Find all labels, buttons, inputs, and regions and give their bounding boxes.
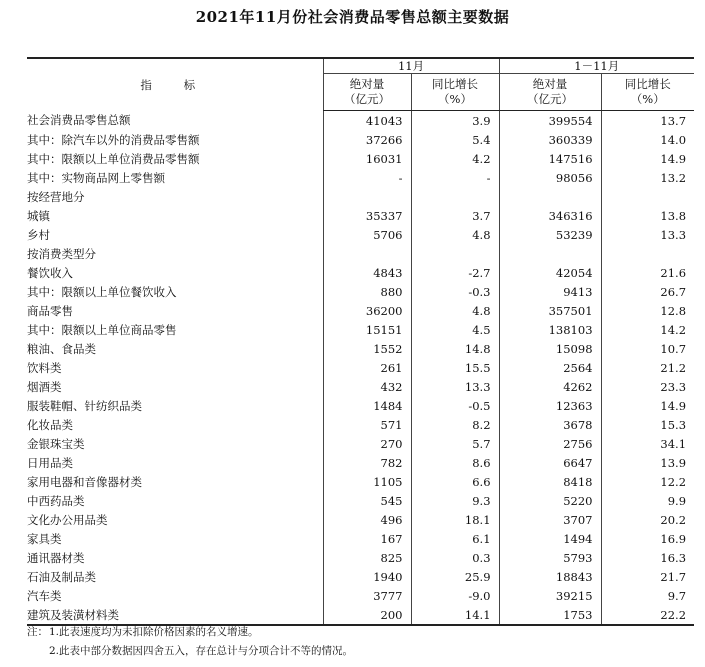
month-absolute-cell: 782 (323, 453, 411, 472)
row-label: 通讯器材类 (27, 550, 85, 565)
ytd-absolute-cell: 8418 (499, 472, 601, 491)
row-label: 金银珠宝类 (27, 436, 85, 451)
month-yoy-cell: 3.9 (411, 111, 499, 131)
row-label: 其中：限额以上单位消费品零售额 (27, 151, 200, 166)
table-row (27, 168, 694, 187)
month-absolute-cell: 825 (323, 548, 411, 567)
table-row (27, 358, 694, 377)
table-row (27, 301, 694, 320)
ytd-yoy-cell: 9.7 (601, 586, 694, 605)
month-yoy-cell: 18.1 (411, 510, 499, 529)
ytd-absolute-cell: 3707 (499, 510, 601, 529)
ytd-yoy-header (601, 74, 694, 111)
month-yoy-cell: -0.5 (411, 396, 499, 415)
month-absolute-cell: 545 (323, 491, 411, 510)
month-absolute-cell: 571 (323, 415, 411, 434)
abs-unit: （亿元） (344, 92, 390, 106)
row-label: 中西药品类 (27, 493, 85, 508)
month-yoy-cell: 5.4 (411, 130, 499, 149)
ytd-yoy-cell: 13.8 (601, 206, 694, 225)
row-label: 家用电器和音像器材类 (27, 474, 142, 489)
row-label: 建筑及装潢材料类 (27, 605, 323, 625)
footnote-2 (27, 642, 353, 661)
table-row (27, 491, 694, 510)
ytd-yoy-cell: 13.2 (601, 168, 694, 187)
ytd-yoy-cell: 14.2 (601, 320, 694, 339)
month-yoy-cell: 8.6 (411, 453, 499, 472)
abs-unit: （亿元） (527, 92, 574, 106)
ytd-yoy-cell (601, 244, 694, 263)
month-absolute-cell: 880 (323, 282, 411, 301)
yoy-unit: （%） (630, 92, 665, 106)
row-label: 日用品类 (27, 455, 73, 470)
month-absolute-cell: - (323, 168, 411, 187)
month-absolute-cell: 15151 (323, 320, 411, 339)
month-absolute-cell: 3777 (323, 586, 411, 605)
row-label: 其中：除汽车以外的消费品零售额 (27, 132, 200, 147)
ytd-absolute-cell: 346316 (499, 206, 601, 225)
table-row (27, 415, 694, 434)
table-row (27, 472, 694, 491)
ytd-absolute-cell: 357501 (499, 301, 601, 320)
table-row (27, 377, 694, 396)
ytd-yoy-cell: 21.2 (601, 358, 694, 377)
footnote-text-2: 2.此表中部分数据因四舍五入，存在总计与分项合计不等的情况。 (49, 645, 354, 657)
table-row (27, 149, 694, 168)
month-absolute-cell: 167 (323, 529, 411, 548)
month-absolute-cell: 36200 (323, 301, 411, 320)
month-absolute-cell: 4843 (323, 263, 411, 282)
ytd-absolute-cell (499, 187, 601, 206)
month-yoy-cell: 0.3 (411, 548, 499, 567)
table-row (27, 529, 694, 548)
month-absolute-cell: 270 (323, 434, 411, 453)
row-label: 粮油、食品类 (27, 341, 96, 356)
row-label: 城镇 (27, 208, 50, 223)
row-label: 饮料类 (27, 360, 62, 375)
ytd-yoy-cell: 13.7 (601, 111, 694, 131)
yoy-unit: （%） (438, 92, 472, 106)
month-absolute-cell: 16031 (323, 149, 411, 168)
table-row (27, 187, 694, 206)
ytd-absolute-cell: 5793 (499, 548, 601, 567)
ytd-yoy-cell: 13.3 (601, 225, 694, 244)
table-row (27, 605, 694, 625)
table-row (27, 339, 694, 358)
month-absolute-cell (323, 187, 411, 206)
ytd-yoy-cell: 16.9 (601, 529, 694, 548)
ytd-absolute-cell: 147516 (499, 149, 601, 168)
month-yoy-cell: 15.5 (411, 358, 499, 377)
table-row (27, 453, 694, 472)
row-label: 文化办公用品类 (27, 512, 108, 527)
table-row (27, 244, 694, 263)
footnote-label: 注： (27, 626, 48, 638)
footnote-text-1: 1.此表速度均为未扣除价格因素的名义增速。 (49, 626, 259, 638)
footnote-1 (27, 623, 353, 642)
ytd-absolute-cell (499, 244, 601, 263)
month-yoy-cell: 6.1 (411, 529, 499, 548)
ytd-yoy-cell: 34.1 (601, 434, 694, 453)
table-row (27, 510, 694, 529)
table-row (27, 225, 694, 244)
table-row (27, 586, 694, 605)
month-absolute-header (323, 74, 411, 111)
month-yoy-cell: 13.3 (411, 377, 499, 396)
ytd-yoy-cell: 12.8 (601, 301, 694, 320)
row-label: 石油及制品类 (27, 569, 96, 584)
ytd-yoy-cell: 9.9 (601, 491, 694, 510)
footnotes (27, 623, 353, 661)
ytd-absolute-cell: 399554 (499, 111, 601, 131)
table-row (27, 206, 694, 225)
ytd-yoy-cell (601, 187, 694, 206)
month-yoy-cell: 4.2 (411, 149, 499, 168)
ytd-absolute-cell: 2564 (499, 358, 601, 377)
ytd-yoy-cell: 26.7 (601, 282, 694, 301)
ytd-yoy-cell: 21.7 (601, 567, 694, 586)
month-yoy-cell: 4.5 (411, 320, 499, 339)
month-yoy-cell: -0.3 (411, 282, 499, 301)
month-yoy-cell: 8.2 (411, 415, 499, 434)
ytd-absolute-cell: 1494 (499, 529, 601, 548)
ytd-absolute-cell: 18843 (499, 567, 601, 586)
row-label: 化妆品类 (27, 417, 73, 432)
month-absolute-cell: 1940 (323, 567, 411, 586)
row-label: 乡村 (27, 227, 50, 242)
row-label: 按经营地分 (27, 189, 85, 204)
row-label: 服装鞋帽、针纺织品类 (27, 398, 142, 413)
table-row (27, 130, 694, 149)
row-label: 其中：限额以上单位餐饮收入 (27, 284, 177, 299)
abs-label: 绝对量 (532, 77, 568, 91)
month-absolute-cell: 5706 (323, 225, 411, 244)
ytd-absolute-cell: 2756 (499, 434, 601, 453)
retail-sales-table (27, 57, 694, 626)
ytd-yoy-cell: 14.9 (601, 396, 694, 415)
ytd-yoy-cell: 16.3 (601, 548, 694, 567)
table-row (27, 111, 694, 131)
table-body (27, 111, 694, 626)
month-absolute-cell: 37266 (323, 130, 411, 149)
month-yoy-cell: 4.8 (411, 225, 499, 244)
indicator-header: 指 标 (27, 58, 323, 111)
ytd-yoy-cell: 12.2 (601, 472, 694, 491)
month-yoy-cell: - (411, 168, 499, 187)
row-label: 汽车类 (27, 588, 62, 603)
month-absolute-cell: 1484 (323, 396, 411, 415)
month-yoy-cell: 25.9 (411, 567, 499, 586)
page-title: 2021年11月份社会消费品零售总额主要数据 (195, 8, 510, 26)
table-row (27, 567, 694, 586)
month-yoy-cell: 5.7 (411, 434, 499, 453)
month-yoy-cell: 3.7 (411, 206, 499, 225)
month-absolute-cell: 496 (323, 510, 411, 529)
ytd-yoy-cell: 10.7 (601, 339, 694, 358)
month-absolute-cell: 432 (323, 377, 411, 396)
ytd-yoy-cell: 14.0 (601, 130, 694, 149)
row-label: 餐饮收入 (27, 265, 73, 280)
row-label: 商品零售 (27, 303, 73, 318)
ytd-absolute-header (499, 74, 601, 111)
yoy-label: 同比增长 (432, 77, 478, 91)
ytd-absolute-cell: 360339 (499, 130, 601, 149)
ytd-absolute-cell: 138103 (499, 320, 601, 339)
ytd-absolute-cell: 15098 (499, 339, 601, 358)
table-row (27, 320, 694, 339)
table-row (27, 434, 694, 453)
month-yoy-cell: 14.8 (411, 339, 499, 358)
month-absolute-cell: 1552 (323, 339, 411, 358)
ytd-yoy-cell: 15.3 (601, 415, 694, 434)
month-yoy-cell: 4.8 (411, 301, 499, 320)
table-row (27, 282, 694, 301)
row-label: 家具类 (27, 531, 62, 546)
table-row (27, 263, 694, 282)
month-group-header: 11月 (323, 58, 499, 74)
ytd-yoy-cell: 13.9 (601, 453, 694, 472)
row-label: 其中：限额以上单位商品零售 (27, 322, 177, 337)
ytd-yoy-cell: 22.2 (601, 605, 694, 625)
ytd-absolute-cell: 5220 (499, 491, 601, 510)
ytd-absolute-cell: 42054 (499, 263, 601, 282)
table-row (27, 396, 694, 415)
ytd-yoy-cell: 20.2 (601, 510, 694, 529)
ytd-yoy-cell: 14.9 (601, 149, 694, 168)
month-absolute-cell: 200 (323, 605, 411, 625)
ytd-absolute-cell: 1753 (499, 605, 601, 625)
ytd-absolute-cell: 98056 (499, 168, 601, 187)
yoy-label: 同比增长 (624, 77, 671, 91)
month-absolute-cell (323, 244, 411, 263)
row-label: 烟酒类 (27, 379, 62, 394)
month-absolute-cell: 1105 (323, 472, 411, 491)
month-yoy-header (411, 74, 499, 111)
month-yoy-cell (411, 187, 499, 206)
ytd-absolute-cell: 12363 (499, 396, 601, 415)
ytd-absolute-cell: 3678 (499, 415, 601, 434)
row-label: 其中：实物商品网上零售额 (27, 170, 165, 185)
month-yoy-cell (411, 244, 499, 263)
month-yoy-cell: 9.3 (411, 491, 499, 510)
ytd-absolute-cell: 53239 (499, 225, 601, 244)
month-absolute-cell: 261 (323, 358, 411, 377)
ytd-yoy-cell: 23.3 (601, 377, 694, 396)
table-row (27, 548, 694, 567)
ytd-absolute-cell: 6647 (499, 453, 601, 472)
ytd-yoy-cell: 21.6 (601, 263, 694, 282)
abs-label: 绝对量 (349, 77, 385, 91)
row-label: 按消费类型分 (27, 246, 96, 261)
ytd-absolute-cell: 39215 (499, 586, 601, 605)
ytd-group-header: 1－11月 (499, 58, 694, 74)
month-yoy-cell: -9.0 (411, 586, 499, 605)
month-yoy-cell: -2.7 (411, 263, 499, 282)
month-yoy-cell: 6.6 (411, 472, 499, 491)
month-yoy-cell: 14.1 (411, 605, 499, 625)
month-absolute-cell: 35337 (323, 206, 411, 225)
row-label: 社会消费品零售总额 (27, 113, 131, 128)
ytd-absolute-cell: 4262 (499, 377, 601, 396)
ytd-absolute-cell: 9413 (499, 282, 601, 301)
month-absolute-cell: 41043 (323, 111, 411, 131)
